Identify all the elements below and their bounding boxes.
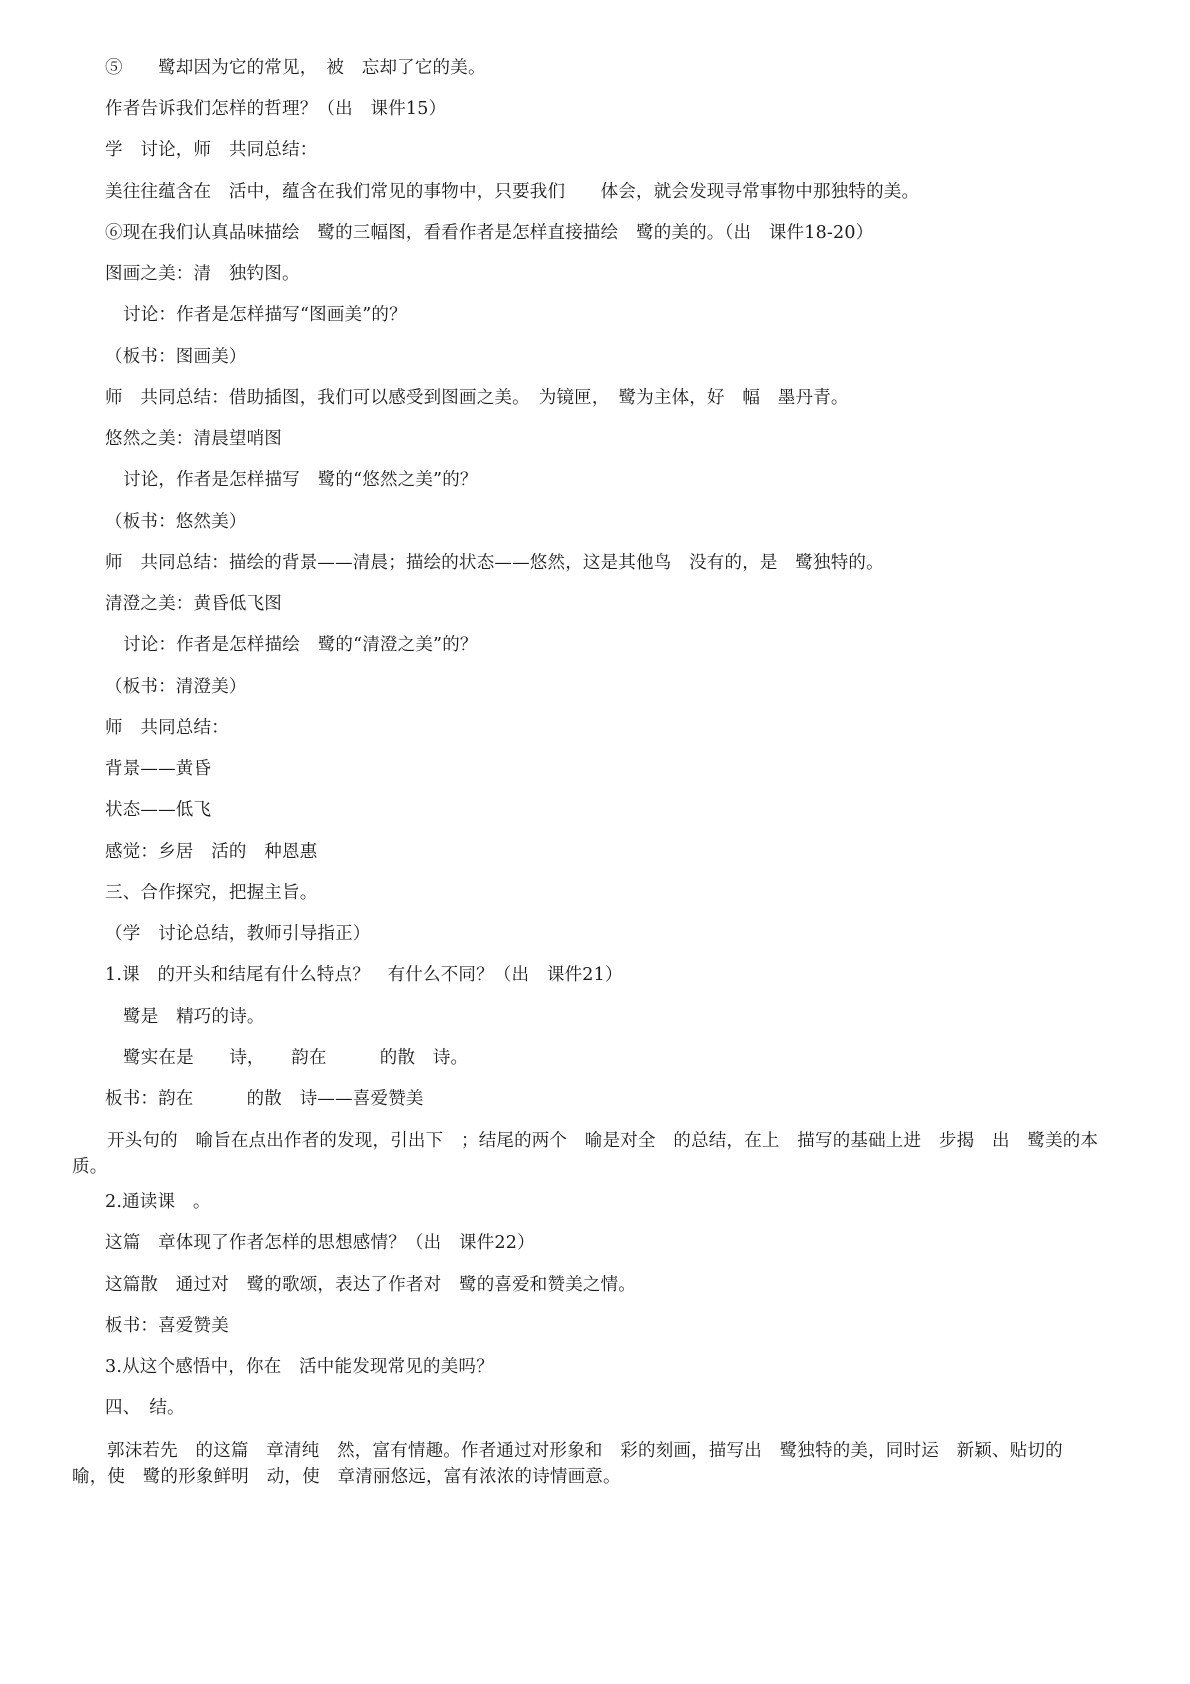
text-line-13: 师 共同总结：描绘的背景——清晨；描绘的状态——悠然，这是其他鸟 没有的，是 鹭独特的。 [105, 553, 884, 573]
text-line-16: （板书：清澄美） [105, 677, 247, 697]
text-line-19: 状态——低飞 [105, 800, 212, 820]
text-line-31: 板书：喜爱赞美 [105, 1316, 229, 1336]
text-line-17: 师 共同总结： [105, 718, 229, 738]
text-line-15: 讨论：作者是怎样描绘 鹭的“清澄之美”的？ [123, 635, 478, 655]
text-line-24: 鹭是 精巧的诗。 [123, 1007, 265, 1027]
text-line-14: 清澄之美：黄昏低飞图 [105, 594, 282, 614]
text-line-32: 3.从这个感悟中，你在 活中能发现常见的美吗？ [105, 1357, 494, 1377]
text-line-3: 学 讨论，师 共同总结： [105, 140, 318, 160]
text-line-21: 三、合作探究，把握主旨。 [105, 883, 318, 903]
text-line-10: 悠然之美：清晨望哨图 [105, 429, 282, 449]
text-line-6: 图画之美：清 独钓图。 [105, 264, 300, 284]
text-line-4: 美往往蕴含在 活中，蕴含在我们常见的事物中，只要我们 体会，就会发现寻常事物中那独特的美。 [105, 182, 920, 202]
text-line-1: ⑤ 鹭却因为它的常见， 被 忘却了它的美。 [105, 58, 486, 78]
text-line-20: 感觉：乡居 活的 种恩惠 [105, 842, 318, 862]
text-line-12: （板书：悠然美） [105, 512, 247, 532]
text-line-18: 背景——黄昏 [105, 759, 212, 779]
text-line-30: 这篇散 通过对 鹭的歌颂，表达了作者对 鹭的喜爱和赞美之情。 [105, 1275, 636, 1295]
text-line-11: 讨论，作者是怎样描写 鹭的“悠然之美”的？ [123, 470, 478, 490]
text-line-33: 四、 结。 [105, 1398, 185, 1418]
text-line-5: ⑥现在我们认真品味描绘 鹭的三幅图，看看作者是怎样直接描绘 鹭的美的。（出 课件18-20） [105, 223, 874, 243]
text-line-7: 讨论：作者是怎样描写“图画美”的？ [123, 305, 407, 325]
text-line-26: 板书：韵在 的散 诗——喜爱赞美 [105, 1089, 424, 1109]
text-paragraph-34: 郭沫若先 的这篇 章清纯 然，富有情趣。作者通过对形象和 彩的刻画，描写出 鹭独特的美，同时运 新颖、贴切的 喻，使 鹭的形象鲜明 动，使 章清丽悠远，富有浓浓的诗情画意。 [72, 1441, 1081, 1487]
text-line-25: 鹭实在是 诗， 韵在 的散 诗。 [123, 1048, 469, 1068]
text-paragraph-27: 开头句的 喻旨在点出作者的发现，引出下 ；结尾的两个 喻是对全 的总结，在上 描写的基础上进 步揭 出 鹭美的本质。 [72, 1131, 1099, 1177]
text-line-23: 1.课 的开头和结尾有什么特点？ 有什么不同？（出 课件21） [105, 965, 623, 985]
text-line-9: 师 共同总结：借助插图，我们可以感受到图画之美。 为镜匣， 鹭为主体，好 幅 墨丹青。 [105, 388, 849, 408]
text-line-22: （学 讨论总结，教师引导指正） [105, 924, 371, 944]
text-line-28: 2.通读课 。 [105, 1192, 211, 1212]
text-line-2: 作者告诉我们怎样的哲理？（出 课件15） [105, 99, 447, 119]
text-line-29: 这篇 章体现了作者怎样的思想感情？（出 课件22） [105, 1233, 535, 1253]
text-line-8: （板书：图画美） [105, 347, 247, 367]
